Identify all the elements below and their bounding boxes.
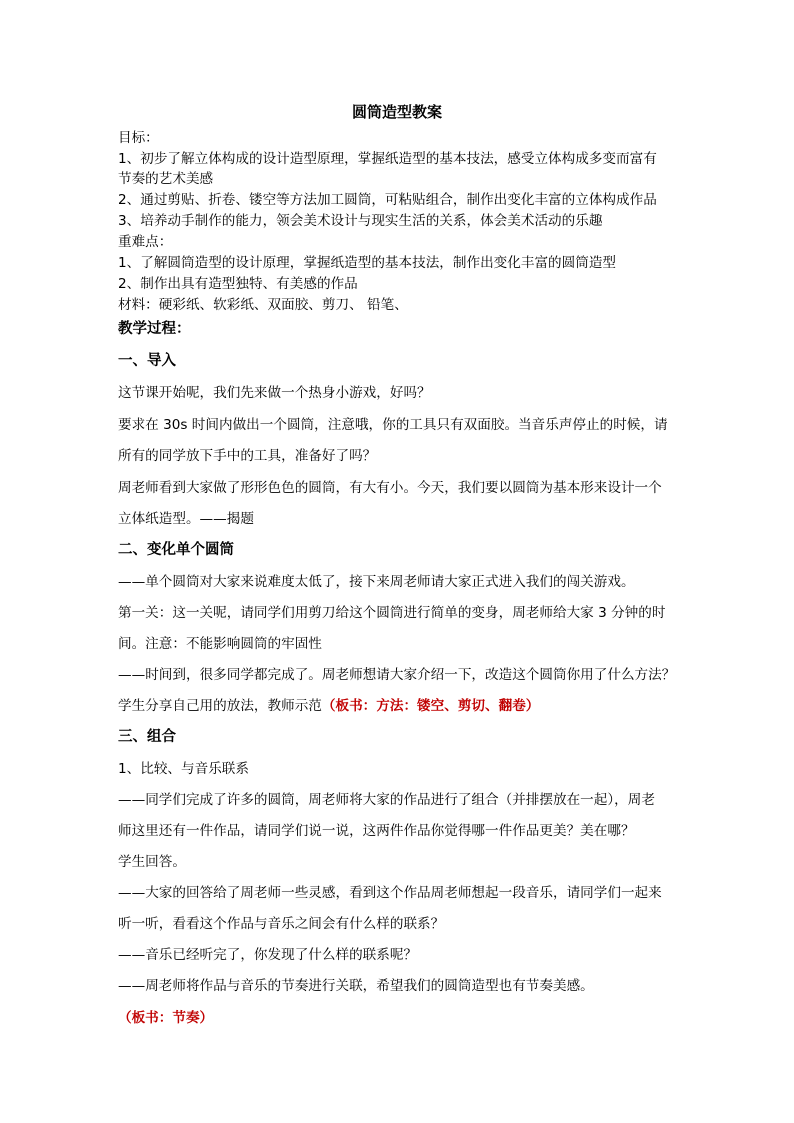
section-1-paragraph: 这节课开始呢，我们先来做一个热身小游戏，好吗？ — [118, 385, 431, 401]
section-3-paragraph: 听一听，看看这个作品与音乐之间会有什么样的联系？ — [118, 916, 445, 932]
section-1-paragraph: 立体纸造型。——揭题 — [118, 511, 254, 527]
section-2-demo-text: 学生分享自己用的放法，教师示范 — [118, 698, 322, 714]
key-point-2: 2、制作出具有造型独特、有美感的作品 — [118, 276, 358, 292]
section-3-paragraph: ——大家的回答给了周老师一些灵感，看到这个作品周老师想起一段音乐，请同学们一起来 — [118, 885, 662, 901]
process-heading: 教学过程： — [118, 321, 191, 337]
materials: 材料：硬彩纸、软彩纸、双面胶、剪刀、 铅笔、 — [118, 297, 408, 313]
goal-2: 2、通过剪贴、折卷、镂空等方法加工圆筒，可粘贴组合，制作出变化丰富的立体构成作品 — [118, 192, 657, 208]
section-2-paragraph: 间。注意：不能影响圆筒的牢固性 — [118, 636, 322, 652]
section-3-heading: 三、组合 — [118, 729, 176, 745]
section-1-heading: 一、导入 — [118, 353, 176, 369]
board-note-rhythm: （板书：节奏） — [118, 1010, 214, 1026]
page-title: 圆筒造型教案 — [351, 103, 442, 121]
goal-1-line-a: 1、初步了解立体构成的设计造型原理，掌握纸造型的基本技法，感受立体构成多变而富有 — [118, 151, 657, 167]
goal-1-line-b: 节奏的艺术美感 — [118, 171, 214, 187]
section-1-paragraph: 所有的同学放下手中的工具，准备好了吗？ — [118, 448, 377, 464]
section-3-paragraph: ——同学们完成了许多的圆筒，周老师将大家的作品进行了组合（并排摆放在一起），周老 — [118, 792, 655, 808]
section-2-paragraph: ——单个圆筒对大家来说难度太低了，接下来周老师请大家正式进入我们的闯关游戏。 — [118, 574, 635, 590]
section-2-paragraph: 第一关：这一关呢，请同学们用剪刀给这个圆筒进行简单的变身，周老师给大家 3 分钟的时 — [118, 605, 666, 621]
section-2-heading: 二、变化单个圆筒 — [118, 542, 234, 558]
section-3-subheading: 1、比较、与音乐联系 — [118, 761, 249, 777]
key-points-label: 重难点： — [118, 234, 173, 250]
board-note-methods: （板书：方法：镂空、剪切、翻卷） — [321, 698, 540, 714]
key-point-1: 1、了解圆筒造型的设计原理，掌握纸造型的基本技法，制作出变化丰富的圆筒造型 — [118, 255, 617, 271]
section-2-paragraph: ——时间到，很多同学都完成了。周老师想请大家介绍一下，改造这个圆筒你用了什么方法？ — [118, 667, 676, 683]
section-3-paragraph: ——音乐已经听完了，你发现了什么样的联系呢？ — [118, 947, 418, 963]
section-1-paragraph: 要求在 30s 时间内做出一个圆筒，注意哦，你的工具只有双面胶。当音乐声停止的时候，请 — [118, 417, 668, 433]
goals-label: 目标： — [118, 130, 159, 146]
section-3-paragraph: 学生回答。 — [118, 854, 186, 870]
section-1-paragraph: 周老师看到大家做了形形色色的圆筒，有大有小。今天，我们要以圆筒为基本形来设计一个 — [118, 480, 662, 496]
section-3-paragraph: ——周老师将作品与音乐的节奏进行关联，希望我们的圆筒造型也有节奏美感。 — [118, 978, 594, 994]
section-2-paragraph — [118, 697, 539, 715]
goal-3: 3、培养动手制作的能力，领会美术设计与现实生活的关系，体会美术活动的乐趣 — [118, 213, 603, 229]
section-3-paragraph: 师这里还有一件作品，请同学们说一说，这两件作品你觉得哪一件作品更美？美在哪？ — [118, 823, 635, 839]
